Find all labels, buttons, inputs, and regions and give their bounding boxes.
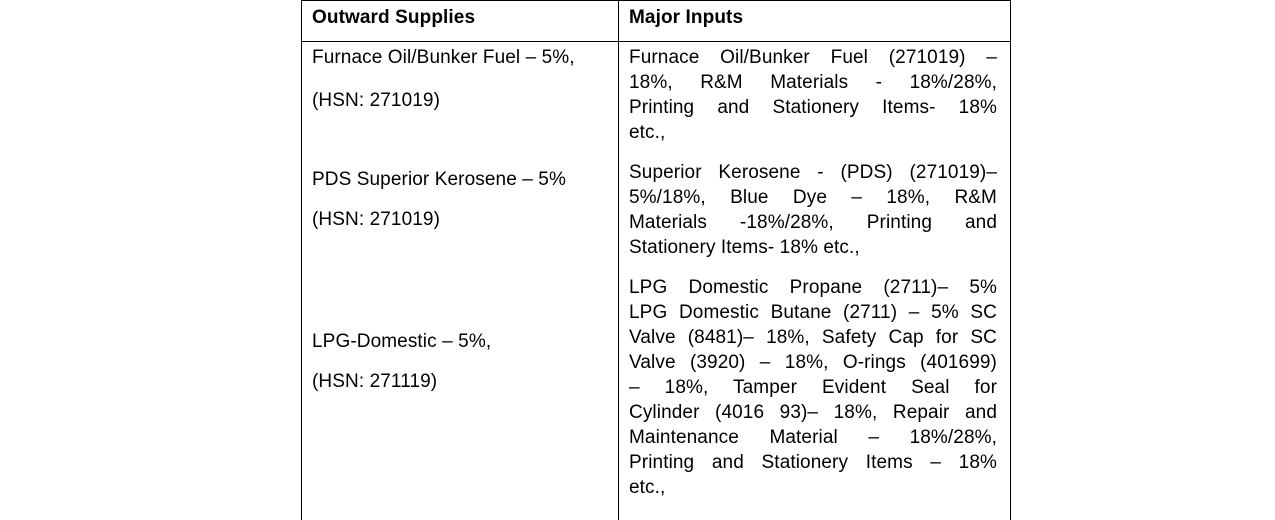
row3-inputs-line: Printing and Stationery Items – 18% (629, 452, 997, 473)
row1-inputs-line: etc., (629, 122, 666, 143)
row3-outward-supply: LPG-Domestic – 5%, (312, 331, 492, 352)
row3-inputs-line: LPG Domestic Propane (2711)– 5% (629, 277, 997, 298)
row3-major-inputs (629, 275, 997, 500)
row1-inputs-line: Furnace Oil/Bunker Fuel (271019) – (629, 47, 997, 68)
row1-hsn: (HSN: 271019) (312, 90, 441, 111)
row3-inputs-line: – 18%, Tamper Evident Seal for (629, 377, 997, 398)
row3-hsn: (HSN: 271119) (312, 371, 438, 392)
row2-inputs-line: Materials -18%/28%, Printing and (629, 212, 997, 233)
row3-inputs-line: Maintenance Material – 18%/28%, (629, 427, 997, 448)
column-divider (618, 1, 619, 520)
row1-outward-supply: Furnace Oil/Bunker Fuel – 5%, (312, 47, 575, 68)
row2-inputs-line: Stationery Items- 18% etc., (629, 237, 860, 258)
header-outward-supplies: Outward Supplies (312, 7, 476, 28)
row2-major-inputs (629, 160, 997, 260)
header-divider (302, 41, 1010, 42)
row2-inputs-line: Superior Kerosene - (PDS) (271019)– (629, 162, 997, 183)
row3-inputs-line: LPG Domestic Butane (2711) – 5% SC (629, 302, 997, 323)
row2-inputs-line: 5%/18%, Blue Dye – 18%, R&M (629, 187, 997, 208)
row3-inputs-line: Cylinder (4016 93)– 18%, Repair and (629, 402, 997, 423)
row3-inputs-line: etc., (629, 477, 666, 498)
row3-inputs-line: Valve (3920) – 18%, O-rings (401699) (629, 352, 997, 373)
row2-outward-supply: PDS Superior Kerosene – 5% (312, 169, 566, 190)
supplies-table (301, 0, 1011, 520)
row1-major-inputs (629, 45, 997, 145)
header-major-inputs: Major Inputs (629, 7, 744, 28)
row1-inputs-line: Printing and Stationery Items- 18% (629, 97, 997, 118)
row1-inputs-line: 18%, R&M Materials - 18%/28%, (629, 72, 997, 93)
row3-inputs-line: Valve (8481)– 18%, Safety Cap for SC (629, 327, 997, 348)
row2-hsn: (HSN: 271019) (312, 209, 441, 230)
